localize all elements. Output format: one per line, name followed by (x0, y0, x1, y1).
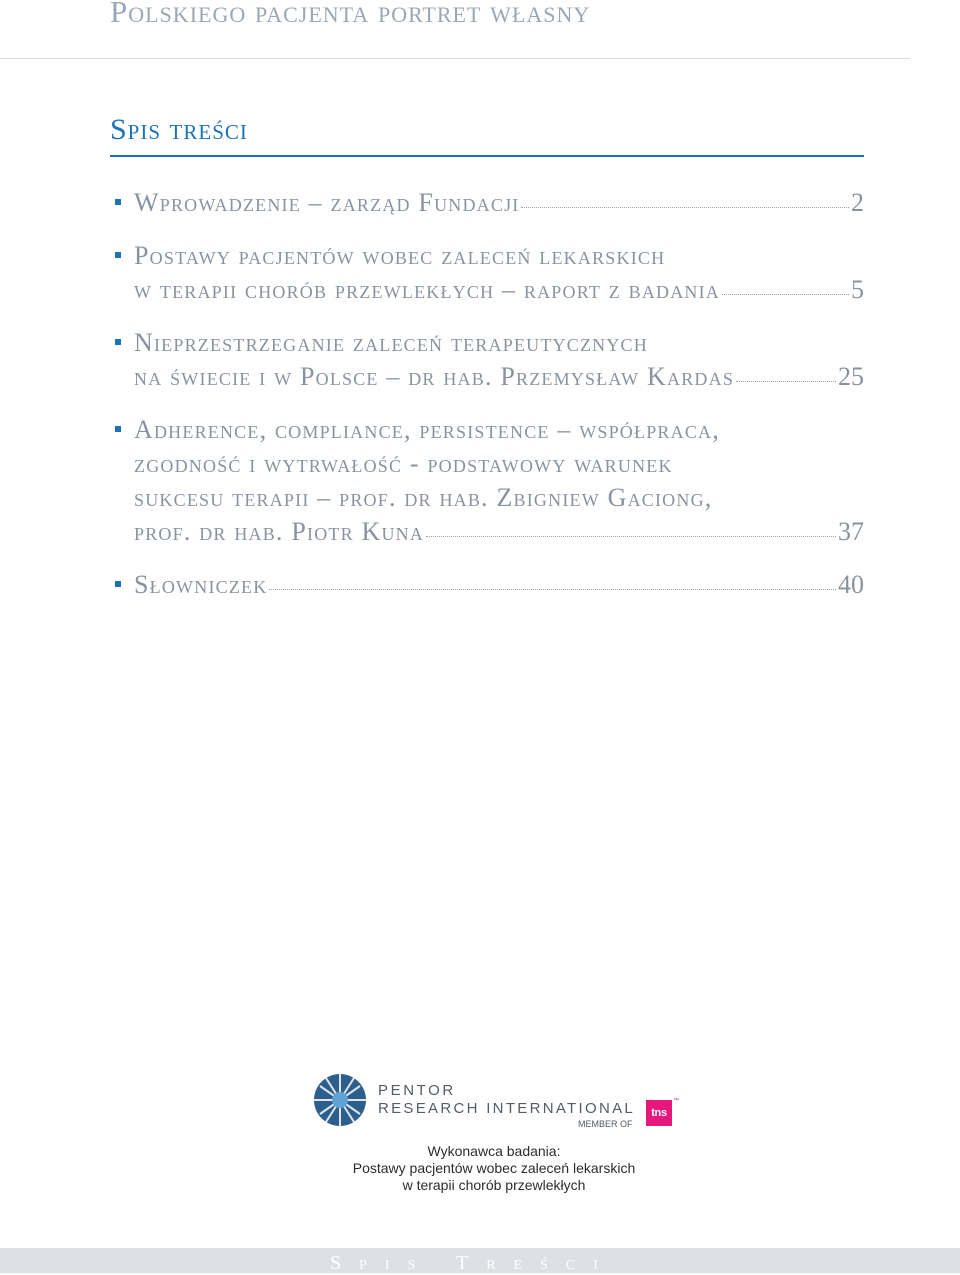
caption-line: w terapii chorób przewlekłych (402, 1177, 586, 1193)
toc-entry-text: Słowniczek (134, 570, 268, 599)
toc-page-number: 5 (851, 275, 864, 304)
dot-leader (521, 207, 849, 208)
toc-entry[interactable] (112, 326, 864, 394)
dot-leader (722, 294, 849, 295)
bullet-square-icon (115, 252, 121, 258)
caption-line: Wykonawca badania: (427, 1143, 561, 1159)
toc-entry-text: w terapii chorób przewlekłych – raport z badania (134, 275, 721, 304)
toc-entry-text: zgodność i wytrwałość - podstawowy warunek (134, 449, 673, 478)
tns-trademark: ™ (673, 1098, 679, 1104)
toc-entry-text: Nieprzestrzeganie zaleceń terapeutycznych (134, 328, 648, 357)
toc-entry[interactable] (112, 186, 864, 220)
toc-entry-last-line (134, 568, 864, 602)
toc-page-number: 37 (838, 517, 864, 546)
bullet-square-icon (115, 426, 121, 432)
toc-entry[interactable] (112, 413, 864, 549)
dot-leader (269, 589, 836, 590)
toc-entry-text: prof. dr hab. Piotr Kuna (134, 517, 425, 546)
toc-entry-last-line (134, 273, 864, 307)
tns-logo-icon: tns (646, 1100, 672, 1126)
toc-entry[interactable] (112, 568, 864, 602)
globe-logo-icon (312, 1072, 368, 1128)
toc-entry-text: Adherence, compliance, persistence – współpraca, (134, 415, 720, 444)
toc-list (112, 186, 864, 621)
logo-research-international-text: RESEARCH INTERNATIONAL (378, 1100, 636, 1117)
toc-entry-last-line (134, 360, 864, 394)
toc-entry-text: Postawy pacjentów wobec zaleceń lekarskich (134, 241, 666, 270)
toc-title-underline (110, 155, 864, 157)
toc-title: Spis treści (110, 113, 248, 146)
toc-entry-last-line (134, 515, 864, 549)
bullet-square-icon (115, 339, 121, 345)
toc-page-number: 40 (838, 570, 864, 599)
caption-line: Postawy pacjentów wobec zaleceń lekarskich (352, 1160, 636, 1176)
research-caption (0, 1143, 960, 1194)
dot-leader (736, 381, 836, 382)
running-head: Polskiego pacjenta portret własny (110, 0, 591, 29)
bullet-square-icon (115, 581, 121, 587)
dot-leader (426, 536, 836, 537)
toc-entry-text: sukcesu terapii – prof. dr hab. Zbigniew Gaciong, (134, 483, 713, 512)
logo-pentor-text: PENTOR (378, 1082, 456, 1099)
logo-member-of-text: MEMBER OF (578, 1119, 633, 1129)
toc-entry[interactable] (112, 239, 864, 307)
toc-entry-text: Wprowadzenie – zarząd Fundacji (134, 188, 520, 217)
toc-entry-last-line (134, 186, 864, 220)
toc-entry-text: na świecie i w Polsce – dr hab. Przemysław Kardas (134, 362, 735, 391)
toc-page-number: 2 (851, 188, 864, 217)
toc-page-number: 25 (838, 362, 864, 391)
header-divider (0, 58, 910, 59)
footer-section-title: Spis Treści (330, 1252, 616, 1274)
pentor-logo (312, 1072, 692, 1132)
bullet-square-icon (115, 199, 121, 205)
